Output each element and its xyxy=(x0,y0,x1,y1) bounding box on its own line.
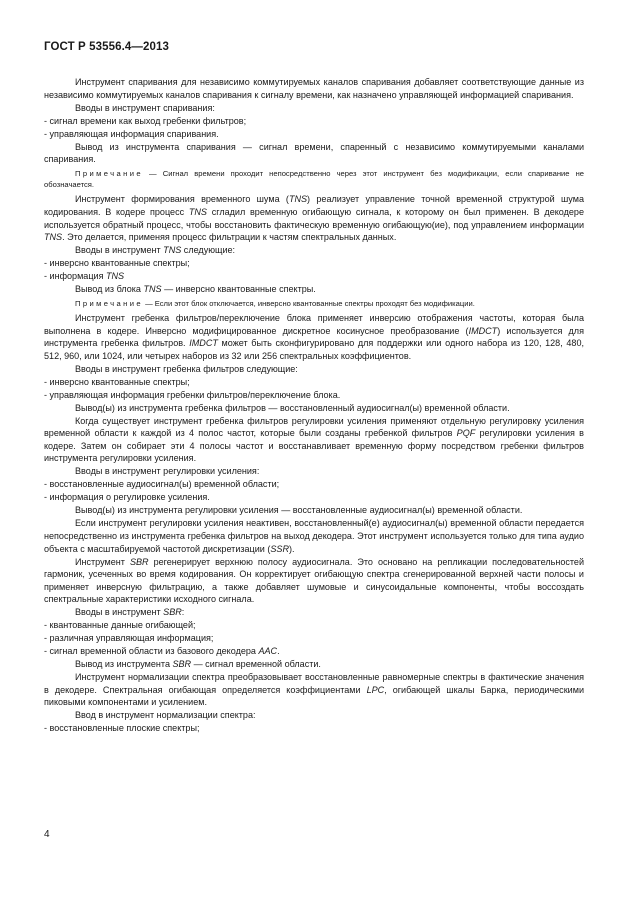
paragraph: Вывод(ы) из инструмента регулировки усиления — восстановленные аудиосигнал(ы) временной области. xyxy=(75,505,523,516)
paragraph: Инструмент нормализации спектра преобразовывает восстановленные равномерные спектры в фактические значения в декодере. Спектральная огибающая определяется коэффициентами LPC, огибающей шкалы Барка, периодическими пиковыми компонентами и усилением. xyxy=(44,672,584,708)
list-item: - сигнал времени как выход гребенки фильтров; xyxy=(44,115,247,126)
paragraph: Вводы в инструмент гребенка фильтров следующие: xyxy=(75,363,298,374)
list-item: - сигнал временной области из базового декодера AAC. xyxy=(44,646,280,657)
note-text: — Если этот блок отключается, инверсно квантованные спектры проходят без модификации. xyxy=(142,298,475,308)
paragraph: Когда существует инструмент гребенка фильтров регулировки усиления применяют отдельную регулировку усиления временной области к каждой из 4 полос частот, которые были созданы гребенкой фильтров PQF регулировки усиления в кодере. Затем он собирает эти 4 полосы частот и восстанавливает временную форму посредством гребенки фильтров инструмента регулировки усиления. xyxy=(44,415,584,464)
note xyxy=(44,298,584,309)
paragraph: Вводы в инструмент регулировки усиления: xyxy=(75,466,260,477)
paragraph: Инструмент гребенка фильтров/переключение блока применяет инверсию отображения частоты, которая была выполнена в кодере. Инверсно модифицированное дискретное косинусное преобразование (IMDCT) используется для инструмента гребенка фильтров. IMDCT может быть сконфигурировано для поддержки или одного набора из 120, 128, 480, 512, 960, или 1024, или четырех наборов из 32 или 256 спектральных коэффициентов. xyxy=(44,312,584,361)
paragraph: Вывод из инструмента спаривания — сигнал времени, спаренный с независимо коммутируемыми каналами спаривания. xyxy=(44,141,584,165)
paragraph: Инструмент формирования временного шума (TNS) реализует управление точной временной структурой шума кодирования. В кодере процесс TNS сгладил временную огибающую сигнала, к которому он был применен. В декодере используется обратный процесс, чтобы восстановить фактическую временную огибающую(ие), под управлением информации TNS. Это делается, применяя процесс фильтрации к частям спектральных данных. xyxy=(44,194,584,243)
list-item: - информация о регулировке усиления. xyxy=(44,492,210,503)
note-label: Примечание xyxy=(75,298,143,308)
paragraph: Инструмент спаривания для независимо коммутируемых каналов спаривания добавляет соответствующие данные из независимо коммутируемых каналов спаривания к сигналу времени, как назначено управляющей информацией спаривания. xyxy=(44,77,584,100)
list-item: - квантованные данные огибающей; xyxy=(44,620,196,631)
paragraph: Если инструмент регулировки усиления неактивен, восстановленный(е) аудиосигнал(ы) временной области передается непосредственно из инструмента гребенка фильтров на выход декодера. Этот инструмент используется только для типа аудио объекта с масштабируемой частотой дискретизации (SSR). xyxy=(44,518,584,554)
document-body xyxy=(44,76,584,735)
note xyxy=(44,168,584,191)
paragraph: Вводы в инструмент SBR: xyxy=(75,607,185,618)
page-number: 4 xyxy=(44,829,50,840)
list-item: - различная управляющая информация; xyxy=(44,633,214,644)
note-text: — Сигнал времени проходит непосредственно через этот инструмент без модификации, если спаривание не обозначается. xyxy=(44,168,584,190)
list-item: - управляющая информация гребенки фильтров/переключение блока. xyxy=(44,389,341,400)
paragraph: Вводы в инструмент спаривания: xyxy=(75,102,215,113)
paragraph: Вывод из инструмента SBR — сигнал временной области. xyxy=(75,659,321,670)
paragraph: Ввод в инструмент нормализации спектра: xyxy=(75,710,256,721)
list-item: - управляющая информация спаривания. xyxy=(44,128,219,139)
paragraph: Инструмент SBR регенерирует верхнюю полосу аудиосигнала. Это основано на репликации последовательностей гармоник, усеченных во время кодирования. Он корректирует огибающую спектра сгенерированной верхней части полосы и применяет инверсную фильтрацию, а также добавляет шумовые и синусоидальные компоненты, чтобы воссоздать спектральные характеристики исходного сигнала. xyxy=(44,556,584,605)
list-item: - информация TNS xyxy=(44,271,125,282)
paragraph: Вводы в инструмент TNS следующие: xyxy=(75,245,236,256)
list-item: - восстановленные плоские спектры; xyxy=(44,723,200,734)
paragraph: Вывод(ы) из инструмента гребенка фильтров — восстановленный аудиосигнал(ы) временной области. xyxy=(75,402,510,413)
note-label: Примечание xyxy=(75,168,143,178)
paragraph: Вывод из блока TNS — инверсно квантованные спектры. xyxy=(75,284,316,295)
list-item: - инверсно квантованные спектры; xyxy=(44,376,190,387)
list-item: - инверсно квантованные спектры; xyxy=(44,258,190,269)
document-header: ГОСТ Р 53556.4—2013 xyxy=(44,41,169,53)
list-item: - восстановленные аудиосигнал(ы) временной области; xyxy=(44,479,280,490)
